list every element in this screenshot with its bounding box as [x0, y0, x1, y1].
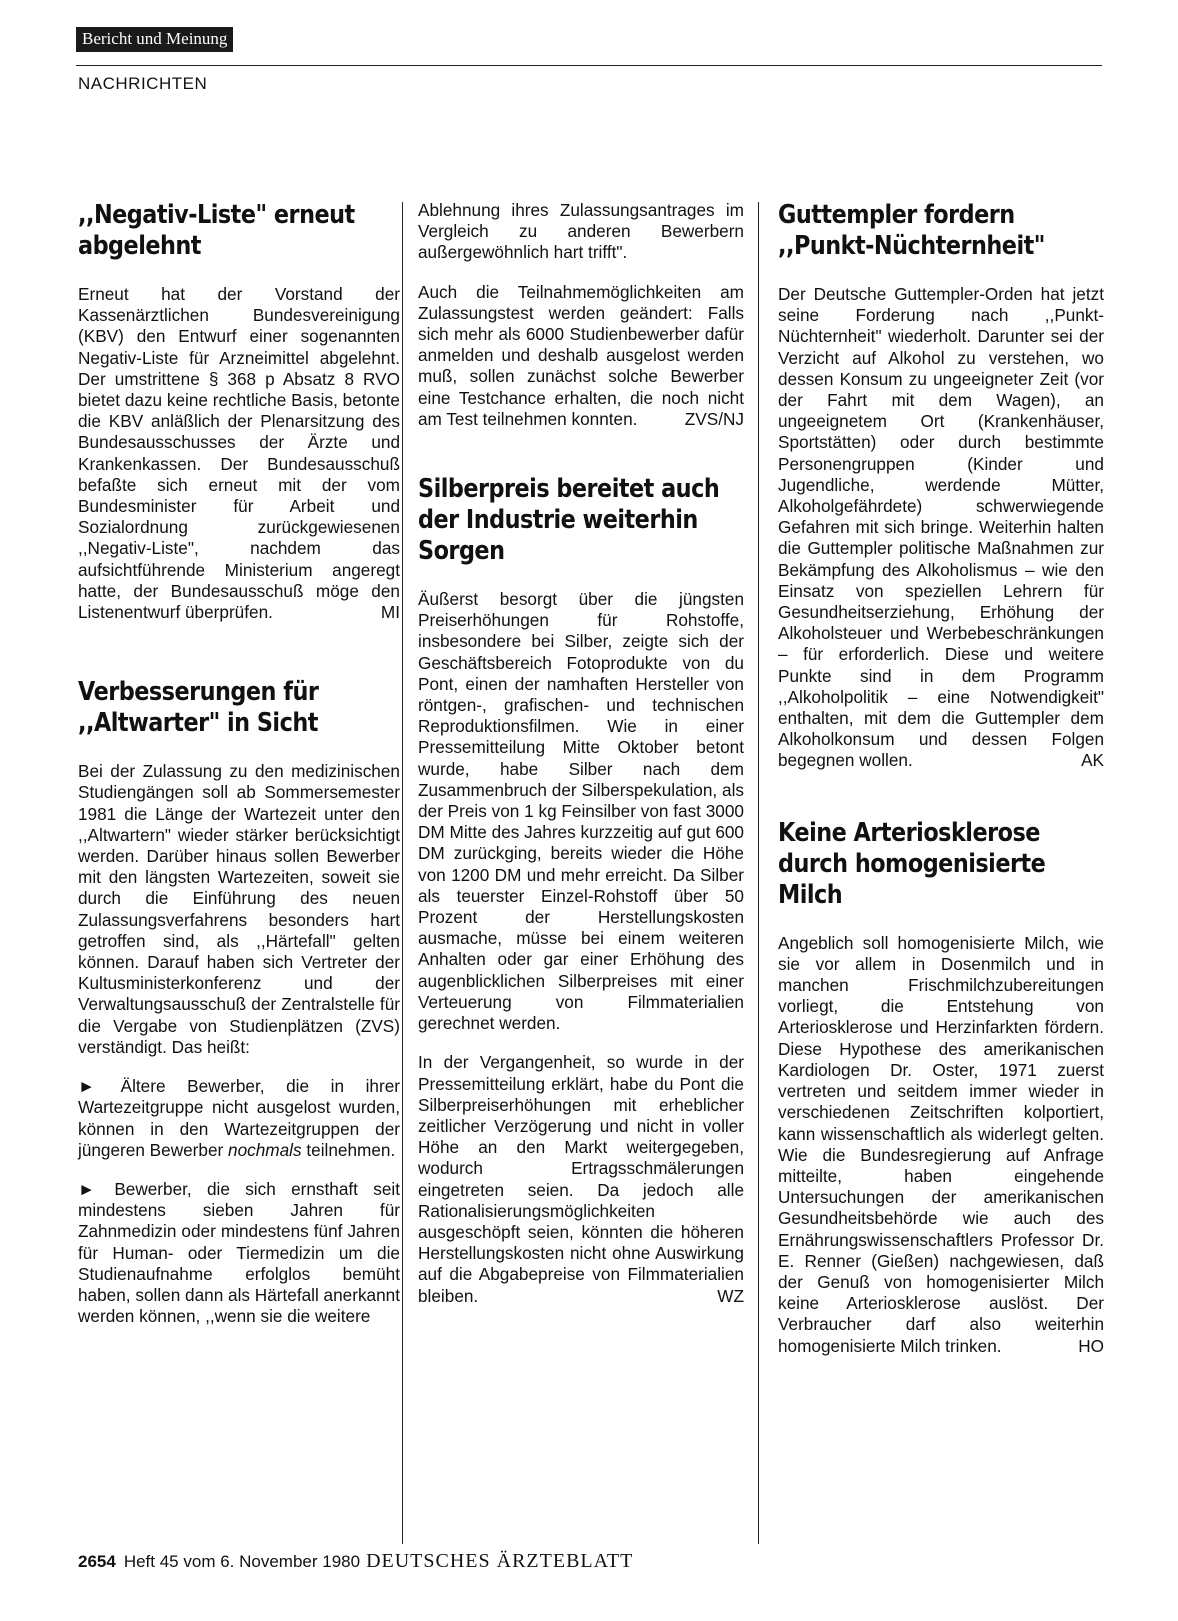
- article-body: In der Vergangenheit, so wurde in der Pressemitteilung erklärt, habe du Pont die Silberpreiserhöhungen mit erheblicher zeitlicher Verzögerung und nicht in voller Höhe an den Markt weitergegeben, wodurch Ertragsschmälerungen eingetreten seien. Da jedoch alle Rationalisierungsmöglichkeiten ausgeschöpft seien, könnten die höheren Herstellungskosten nicht ohne Auswirkung auf die Abgabepreise von Filmmaterialien bleiben. WZ: [418, 1052, 744, 1306]
- headline: Guttempler fordern ,,Punkt-Nüchternheit": [778, 200, 1045, 261]
- header-rule: [76, 65, 1102, 66]
- article-body: Ablehnung ihres Zulassungsantrages im Vergleich zu anderen Bewerbern außergewöhnlich hart trifft".: [418, 200, 744, 263]
- issue-info: Heft 45 vom 6. November 1980: [123, 1552, 361, 1571]
- article-body: Der Deutsche Guttempler-Orden hat jetzt seine Forderung nach ,,Punkt-Nüchternheit" wiederholt. Darunter sei der Verzicht auf Alkohol zu verstehen, wo dessen Konsum zu ungeeigneter Zeit (vor der Fahrt mit dem Wagen), an ungeeignetem Ort (Krankenhäuser, Sportstätten) oder durch bestimmte Personengruppen (Kinder und Jugendliche, werdende Mütter, Alkoholgefährdete) schwerwiegende Gefahren mit sich bringe. Weiterhin halten die Guttempler politische Maßnahmen zur Bekämpfung des Alkoholismus – wie den Einsatz von speziellen Lehrern für Gesundheitserziehung, Erhöhung der Alkoholsteuer und Werbebeschränkungen – für erforderlich. Diese und weitere Punkte sind in dem Programm ,,Alkoholpolitik – eine Notwendigkeit" enthalten, mit dem die Guttempler dem Alkoholkonsum und dessen Folgen begegnen wollen. AK: [778, 284, 1104, 771]
- column-divider-2: [758, 202, 759, 1544]
- column-2: [418, 200, 744, 1307]
- bullet-arrow-icon: ►: [78, 1178, 96, 1199]
- bullet-arrow-icon: ►: [78, 1076, 96, 1097]
- bullet-item: ► Bewerber, die sich ernsthaft seit mindestens sieben Jahren für Zahnmedizin oder mindestens fünf Jahren für Human- oder Tiermedizin um die Studienaufnahme erfolglos bemüht haben, sollen dann als Härtefall anerkannt werden können, ,,wenn sie die weitere: [78, 1178, 401, 1327]
- page-number: 2654: [78, 1552, 116, 1571]
- headline: ,,Negativ-Liste" erneut abgelehnt: [78, 200, 355, 261]
- column-3: [778, 200, 1104, 1357]
- author-signature: ZVS/NJ: [684, 408, 744, 429]
- page-footer: [78, 1550, 633, 1573]
- article-negativ-liste: [78, 200, 400, 623]
- column-1: [78, 200, 400, 1327]
- headline: Verbesserungen für ,,Altwarter" in Sicht: [78, 677, 319, 739]
- article-body: Erneut hat der Vorstand der Kassenärztlichen Bundesvereinigung (KBV) den Entwurf einer sogenannten Negativ-Liste für Arzneimittel abgelehnt. Der umstrittene § 368 p Absatz 8 RVO bietet dazu keine rechtliche Basis, betonte die KBV anläßlich der Plenarsitzung des Bundesausschusses der Ärzte und Krankenkassen. Der Bundesausschuß befaßte sich erneut mit der vom Bundesminister für Arbeit und Sozialordnung zurückgewiesenen ,,Negativ-Liste", nachdem das aufsichtführende Ministerium angeregt hatte, der Bundesausschuß möge den Listenentwurf überprüfen. MI: [78, 284, 400, 623]
- headline: Keine Arteriosklerose durch homogenisierte Milch: [778, 817, 1046, 910]
- bullet-item: ► Ältere Bewerber, die in ihrer Wartezeitgruppe nicht ausgelost wurden, können in den Wartezeitgruppen der jüngeren Bewerber nochmals teilnehmen.: [78, 1076, 400, 1160]
- article-altwarter-continued: [418, 200, 744, 430]
- article-body: Auch die Teilnahmemöglichkeiten am Zulassungstest werden geändert: Falls sich mehr als 6000 Studienbewerber dafür anmelden und deshalb ausgelost werden muß, sollen zunächst solche Bewerber eine Testchance erhalten, die noch nicht am Test teilnehmen konnten. ZVS/NJ: [418, 281, 744, 429]
- article-altwarter: [78, 677, 400, 1327]
- article-body: Bei der Zulassung zu den medizinischen Studiengängen soll ab Sommersemester 1981 die Länge der Wartezeit unter den ,,Altwartern" wieder stärker berücksichtigt werden. Darüber hinaus sollen Bewerber mit den längsten Wartezeiten, soweit sie durch die Einführung des neuen Zulassungsverfahrens besonders hart getroffen sind, als ,,Härtefall" gelten können. Darauf haben sich Vertreter der Kultusministerkonferenz und der Verwaltungsausschuß der Zentralstelle für die Vergabe von Studienplätzen (ZVS) verständigt. Das heißt:: [78, 761, 400, 1057]
- author-signature: MI: [380, 602, 400, 623]
- author-signature: AK: [1081, 750, 1104, 771]
- author-signature: HO: [1078, 1335, 1104, 1356]
- column-divider-1: [402, 202, 403, 1544]
- author-signature: WZ: [717, 1285, 744, 1306]
- article-body: Äußerst besorgt über die jüngsten Preiserhöhungen für Rohstoffe, insbesondere bei Silber, zeigte sich der Geschäftsbereich Fotoprodukte von du Pont, einen der namhaften Hersteller von röntgen-, grafischen- und technischen Reproduktionsfilmen. Wie in einer Pressemitteilung Mitte Oktober betont wurde, habe Silber nach dem Zusammenbruch der Silberspekulation, als der Preis von 1 kg Feinsilber von fast 3000 DM Mitte des Jahres kurzzeitig auf gut 600 DM zurückging, bereits wieder die Höhe von 1200 DM und mehr erreicht. Da Silber als teuerster Einzel-Rohstoff über 50 Prozent der Herstellungskosten ausmache, müsse bei einem weiteren Anhalten oder gar einer Erhöhung des augenblicklichen Silberpreises mit einer Verteuerung von Filmmaterialien gerechnet werden.: [418, 589, 744, 1034]
- article-body: Angeblich soll homogenisierte Milch, wie sie vor allem in Dosenmilch und in manchen Frischmilchzubereitungen vorliegt, die Entstehung von Arteriosklerose und Herzinfarkten fördern. Diese Hypothese des amerikanischen Kardiologen Dr. Oster, 1971 zuerst vertreten und seitdem immer wieder in verschiedenen Zeitschriften kolportiert, kann wissenschaftlich als widerlegt gelten. Wie die Bundesregierung auf Anfrage mitteilte, haben eingehende Untersuchungen der amerikanischen Gesundheitsbehörde wie auch des Ernährungswissenschaftlers Professor Dr. E. Renner (Gießen) nachgewiesen, daß der Genuß von homogenisierter Milch keine Arteriosklerose auslöst. Der Verbraucher darf also weiterhin homogenisierte Milch trinken. HO: [778, 932, 1104, 1356]
- article-guttempler: [778, 200, 1104, 772]
- section-label: NACHRICHTEN: [78, 74, 208, 93]
- article-milch: [778, 818, 1104, 1357]
- headline: Silberpreis bereitet auch der Industrie weiterhin Sorgen: [418, 474, 720, 567]
- article-silberpreis: [418, 474, 744, 1307]
- rubric-tag: Bericht und Meinung: [76, 27, 233, 52]
- journal-name: DEUTSCHES ÄRZTEBLATT: [366, 1550, 634, 1572]
